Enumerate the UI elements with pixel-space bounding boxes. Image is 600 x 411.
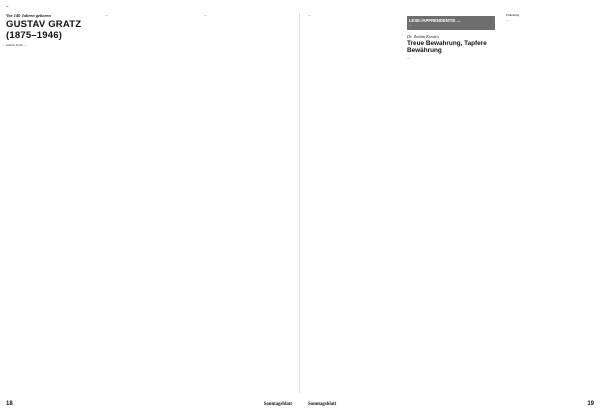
paragraph: … [105, 13, 109, 17]
info-box-title: LESE-/APPRENDENTIS … [409, 18, 461, 23]
article-headline: Treue Bewahrung, Tapfere Bewährung [407, 40, 487, 54]
info-box [407, 16, 495, 30]
paragraph: … [407, 56, 411, 60]
page-gutter [299, 13, 300, 393]
page-number: 18 [6, 401, 13, 407]
paragraph: … [308, 13, 312, 17]
author: Dr. Zoltán Kovács [407, 34, 440, 39]
left-col-2 [105, 13, 193, 393]
left-col-3 [204, 13, 292, 393]
left-col-1 [6, 13, 94, 393]
publication-logo: Sonntagsblatt [308, 402, 337, 407]
info-box-text: … [409, 23, 413, 27]
paragraph: Gustav Gratz … [6, 43, 27, 47]
print-header: … [6, 3, 9, 8]
paragraph: … [506, 18, 510, 23]
paragraph-intro: Einleitung [506, 13, 520, 17]
publication-logo: Sonntagsblatt [263, 402, 292, 407]
right-col-3 [506, 13, 594, 393]
article-kicker: Vor 140 Jahren geboren [6, 13, 51, 18]
page-number: 19 [587, 401, 594, 407]
right-col-1 [308, 13, 396, 393]
right-page [308, 13, 594, 407]
article-headline: GUSTAV GRATZ (1875–1946) [6, 19, 82, 41]
paragraph: … [204, 13, 208, 17]
right-col-2 [407, 13, 495, 393]
left-page [6, 13, 292, 407]
